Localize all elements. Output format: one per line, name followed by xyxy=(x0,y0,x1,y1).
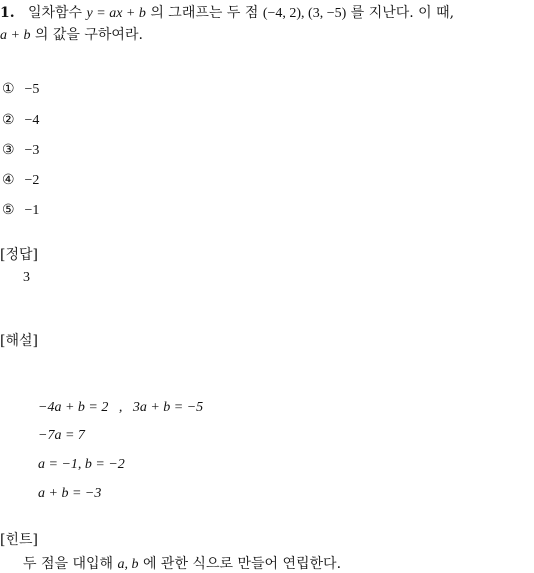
question-text-a: 일차함수 xyxy=(27,5,83,21)
solution-step-1: −4a + b = 2 , 3a + b = −5 xyxy=(38,400,204,415)
question-number: 1. xyxy=(0,5,15,21)
question-line-2 xyxy=(0,24,143,44)
hint-text-b: 에 관한 식으로 만들어 연립한다. xyxy=(142,556,342,572)
choice-4[interactable] xyxy=(2,172,39,189)
choice-marker: ④ xyxy=(2,172,15,188)
choice-marker: ⑤ xyxy=(2,202,15,218)
choice-value: −4 xyxy=(24,113,40,128)
question-text-c: 를 지난다. 이 때, xyxy=(350,5,455,21)
choice-2[interactable] xyxy=(2,112,39,129)
answer-value: 3 xyxy=(23,270,30,285)
solution-step-4: a + b = −3 xyxy=(38,486,102,501)
choice-1[interactable] xyxy=(2,81,39,98)
question-math-points: (−4, 2), (3, −5) xyxy=(262,6,347,21)
answer-label: [정답] xyxy=(0,247,38,263)
choice-marker: ③ xyxy=(2,142,15,158)
question-line-2-text: 의 값을 구하여라. xyxy=(34,27,143,43)
solution-label: [해설] xyxy=(0,333,38,349)
hint-math: a, b xyxy=(117,557,139,572)
choice-marker: ② xyxy=(2,112,15,128)
choice-value: −1 xyxy=(24,203,40,218)
question-math-function: y = ax + b xyxy=(86,6,146,21)
solution-step-3: a = −1, b = −2 xyxy=(38,457,125,472)
hint-label: [힌트] xyxy=(0,532,38,548)
choice-3[interactable] xyxy=(2,142,39,159)
hint-text-a: 두 점을 대입해 xyxy=(23,556,114,572)
choice-value: −3 xyxy=(24,143,40,158)
choice-5[interactable] xyxy=(2,202,39,219)
hint-text xyxy=(23,553,341,573)
question-line-1 xyxy=(0,2,454,22)
choice-value: −2 xyxy=(24,173,40,188)
choice-marker: ① xyxy=(2,81,15,97)
question-math-sum: a + b xyxy=(0,28,31,43)
solution-step-2: −7a = 7 xyxy=(38,428,85,443)
question-text-b: 의 그래프는 두 점 xyxy=(150,5,259,21)
choice-value: −5 xyxy=(24,82,40,97)
